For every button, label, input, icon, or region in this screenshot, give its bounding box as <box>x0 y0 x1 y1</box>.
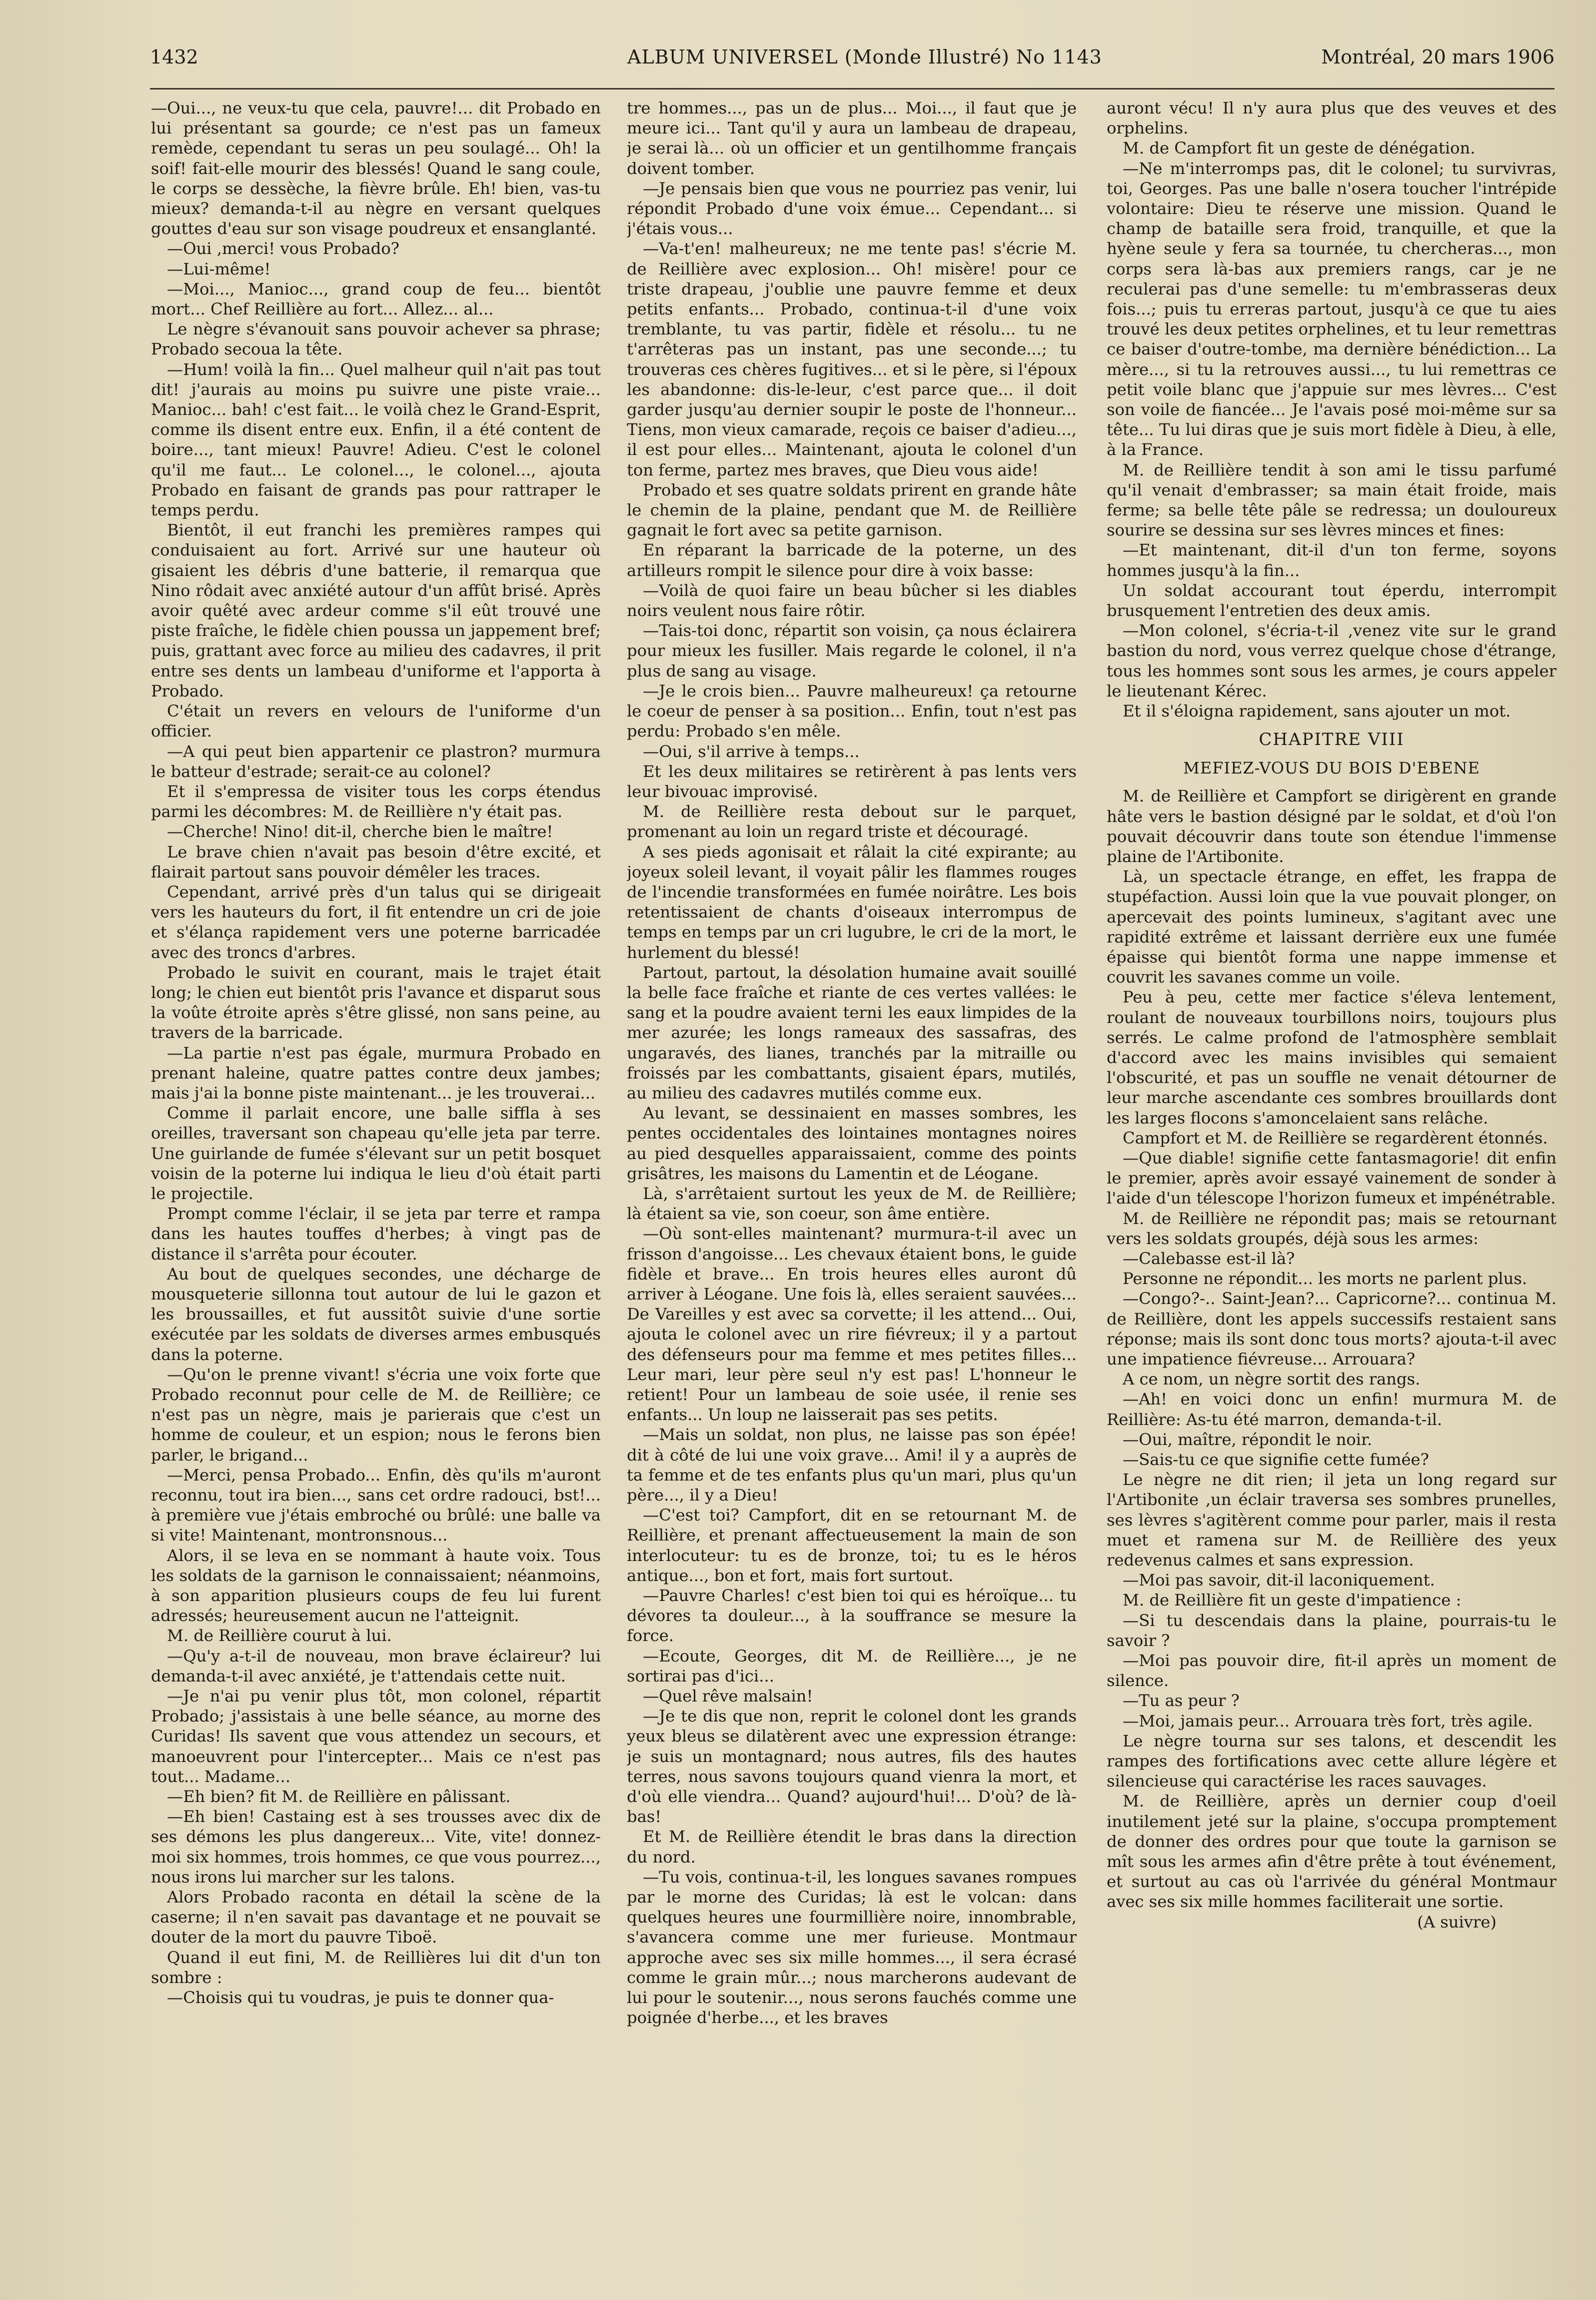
paragraph: —Merci, pensa Probado... Enfin, dès qu'ils m'auront reconnu, tout ira bien..., sans cet ordre radouci, bst!... à première vue j'étais embroché ou brûlé: une balle va si vite! Maintenant, montronsnous... <box>151 1465 601 1545</box>
text-column-2 <box>627 98 1077 2263</box>
paragraph: M. de Reillière resta debout sur le parquet, promenant au loin un regard triste et découragé. <box>627 802 1077 842</box>
chapter-subtitle: MEFIEZ-VOUS DU BOIS D'EBENE <box>1183 758 1480 778</box>
paragraph: Le brave chien n'avait pas besoin d'être excité, et flairait partout sans pouvoir démêler les traces. <box>151 842 601 882</box>
paragraph: —C'est toi? Campfort, dit en se retournant M. de Reillière, et prenant affectueusement la main de son interlocuteur: tu es de bronze, toi; tu es le héros antique..., bon et fort, mais fort surtout. <box>627 1506 1077 1585</box>
paragraph: Campfort et M. de Reillière se regardèrent étonnés. <box>1123 1128 1548 1148</box>
paragraph: —Tu vois, continua-t-il, les longues savanes rompues par le morne des Curidas; là est le volcan: dans quelques heures une fourmillière noire, innombrable, s'avancera comme une mer furieuse. Montmaur approche avec ses six mille hommes..., il sera écrasé comme le grain mûr...; nous marcherons audevant de lui pour le soutenir..., nous serons fauchés comme une poignée d'herbe..., et les braves <box>627 1867 1077 2028</box>
paragraph: Alors, il se leva en se nommant à haute voix. Tous les soldats de la garnison le connaissaient; néanmoins, à son apparition plusieurs coups de feu lui furent adressés; heureusement aucun ne l'atteignit. <box>151 1546 601 1626</box>
paragraph: Personne ne répondit... les morts ne parlent plus. <box>1123 1269 1528 1288</box>
paragraph: —Oui, maître, répondit le noir. <box>1123 1430 1373 1449</box>
paragraph: —Hum! voilà la fin... Quel malheur quil n'ait pas tout dit! j'aurais au moins pu suivre une piste vraie... Manioc... bah! c'est fait... le voilà chez le Grand-Esprit, comme ils disent entre eux. Enfin, il a été content de boire..., tant mieux! Pauvre! Adieu. C'est le colonel qu'il me faut... Le colonel..., le colonel..., ajouta Probado en faisant de grands pas pour rattraper le temps perdu. <box>151 360 601 520</box>
paragraph: Probado le suivit en courant, mais le trajet était long; le chien eut bientôt pris l'avance et disparut sous la voûte étroite après s'être glissé, non sans peine, au travers de la barricade. <box>151 962 601 1042</box>
paragraph: Et les deux militaires se retirèrent à pas lents vers leur bivouac improvisé. <box>627 762 1077 801</box>
paragraph: tre hommes..., pas un de plus... Moi..., il faut que je meure ici... Tant qu'il y aura un lambeau de drapeau, je serai là... où un officier et un gentilhomme français doivent tomber. <box>627 98 1077 178</box>
paragraph: —Ecoute, Georges, dit M. de Reillière..., je ne sortirai pas d'ici... <box>627 1646 1077 1686</box>
paragraph: —Je n'ai pu venir plus tôt, mon colonel, répartit Probado; j'assistais à une belle séance, au morne des Curidas! Ils savent que vous attendez un secours, et manoeuvrent pour l'intercepter... Mais ce n'est pas tout... Madame... <box>151 1686 601 1786</box>
paragraph: Là, un spectacle étrange, en effet, les frappa de stupéfaction. Aussi loin que la vue pouvait plonger, on apercevait des points lumineux, s'agitant avec une rapidité extrême et laissant derrière eux une fumée épaisse qui bientôt forma une nappe immense et couvrit les savanes comme un voile. <box>1107 867 1557 987</box>
paragraph: —Moi..., Manioc..., grand coup de feu... bientôt mort... Chef Reillière au fort... Allez... al... <box>151 279 601 319</box>
text-column-3 <box>1107 98 1557 2263</box>
paragraph: Et M. de Reillière étendit le bras dans la direction du nord. <box>627 1827 1077 1866</box>
paragraph: A ses pieds agonisait et râlait la cité expirante; au joyeux soleil levant, il voyait pâlir les flammes rouges de l'incendie transformées en fumée noirâtre. Les bois retentissaient de chants d'oiseaux interrompus de temps en temps par un cri lugubre, le cri de la mort, le hurlement du blessé! <box>627 842 1077 962</box>
paragraph: auront vécu! Il n'y aura plus que des veuves et des orphelins. <box>1107 98 1557 138</box>
paragraph: —Tu as peur ? <box>1123 1691 1240 1710</box>
paragraph: Comme il parlait encore, une balle siffla à ses oreilles, traversant son chapeau qu'elle jeta par terre. Une guirlande de fumée s'élevant sur un petit bosquet voisin de la poterne lui indiqua le lieu d'où était parti le projectile. <box>151 1104 601 1203</box>
paragraph: —Oui, s'il arrive à temps... <box>643 742 860 761</box>
paragraph: Et il s'empressa de visiter tous les corps étendus parmi les décombres: M. de Reillière n'y était pas. <box>151 782 601 822</box>
paragraph: M. de Reillière tendit à son ami le tissu parfumé qu'il venait d'embrasser; sa main était froide, mais ferme; sa belle tête pâle se redressa; un douloureux sourire se dessina sur ses lèvres minces et fines: <box>1107 460 1557 540</box>
paragraph: A ce nom, un nègre sortit des rangs. <box>1123 1370 1421 1389</box>
paragraph: Et il s'éloigna rapidement, sans ajouter un mot. <box>1123 702 1511 721</box>
paragraph: Quand il eut fini, M. de Reillières lui dit d'un ton sombre : <box>151 1948 601 1987</box>
paragraph: —Congo?-.. Saint-Jean?... Capricorne?... continua M. de Reillière, dont les appels successifs restaient sans réponse; mais ils sont donc tous morts? ajouta-t-il avec une impatience fiévreuse... Arrouara? <box>1107 1289 1557 1368</box>
paragraph: M. de Reillière, après un dernier coup d'oeil inutilement jeté sur la plaine, s'occupa promptement de donner des ordres pour que toute la garnison se mît sous les armes afin d'être prête à tout événement, et surtout au cas où l'arrivée du général Montmaur avec ses six mille hommes faciliterait une sortie. <box>1107 1792 1557 1912</box>
paragraph: —Eh bien? fit M. de Reillière en pâlissant. <box>167 1787 511 1806</box>
paragraph: Probado et ses quatre soldats prirent en grande hâte le chemin de la plaine, pendant que M. de Reillière gagnait le fort avec sa petite garnison. <box>627 480 1077 540</box>
header-rule <box>150 88 1555 90</box>
paragraph: —A qui peut bien appartenir ce plastron? murmura le batteur d'estrade; serait-ce au colonel? <box>151 742 601 781</box>
paragraph: —Je le crois bien... Pauvre malheureux! ça retourne le coeur de penser à sa position... Enfin, tout n'est pas perdu: Probado s'en mêle. <box>627 681 1077 741</box>
paragraph: M. de Reillière et Campfort se dirigèrent en grande hâte vers le bastion désigné par le soldat, et d'où l'on pouvait découvrir dans toute son étendue l'immense plaine de l'Artibonite. <box>1107 786 1557 866</box>
paragraph: —Moi pas pouvoir dire, fit-il après un moment de silence. <box>1107 1651 1557 1690</box>
paragraph: Peu à peu, cette mer factice s'éleva lentement, roulant de nouveaux tourbillons noirs, toujours plus serrés. Le calme profond de l'atmosphère semblait d'accord avec les mains invisibles qui semaient l'obscurité, et pas un souffle ne venait détourner de leur marche ascendante ces sombres brouillards dont les larges flocons s'amoncelaient sans relâche. <box>1107 988 1557 1128</box>
paragraph: M. de Reillière ne répondit pas; mais se retournant vers les soldats groupés, déjà sous les armes: <box>1107 1208 1557 1248</box>
paragraph: —Choisis qui tu voudras, je puis te donner qua- <box>167 1988 554 2008</box>
paragraph: Partout, partout, la désolation humaine avait souillé la belle face fraîche et riante de ces vertes vallées: le sang et la poudre avaient terni les eaux limpides de la mer azurée; les longs rameaux des sassafras, des ungaravés, des lianes, tranchés par la mitraille ou froissés par les combattants, gisaient épars, mutilés, au milieu des cadavres mutilés comme eux. <box>627 962 1077 1102</box>
paragraph: —Eh bien! Castaing est à ses trousses avec dix de ses démons les plus dangereux... Vite, vite! donnez-moi six hommes, trois hommes, ce que vous pourrez..., nous irons lui marcher sur les talons. <box>151 1807 601 1886</box>
paragraph: M. de Campfort fit un geste de dénégation. <box>1123 138 1476 158</box>
to-be-continued: (A suivre) <box>1417 1912 1497 1932</box>
paragraph: Alors Probado raconta en détail la scène de la caserne; il n'en savait pas davantage et ne pouvait se douter de la mort du pauvre Tiboë. <box>151 1888 601 1947</box>
page-number: 1432 <box>150 46 198 68</box>
paragraph: —Ah! en voici donc un enfin! murmura M. de Reillière: As-tu été marron, demanda-t-il. <box>1107 1390 1557 1429</box>
paragraph: —Lui-même! <box>167 259 271 278</box>
paragraph: —Calebasse est-il là? <box>1123 1248 1295 1268</box>
paragraph: En réparant la barricade de la poterne, un des artilleurs rompit le silence pour dire à voix basse: <box>627 540 1077 580</box>
publication-title: ALBUM UNIVERSEL (Monde Illustré) No 1143 <box>627 46 1102 68</box>
paragraph: Cependant, arrivé près d'un talus qui se dirigeait vers les hauteurs du fort, il fit entendre un cri de joie et s'élança rapidement vers une poterne barricadée avec des troncs d'arbres. <box>151 882 601 962</box>
paragraph: —Que diable! signifie cette fantasmagorie! dit enfin le premier, après avoir essayé vainement de sonder à l'aide d'un télescope l'horizon fumeux et impénétrable. <box>1107 1148 1557 1208</box>
paragraph: —Je te dis que non, reprit le colonel dont les grands yeux bleus se dilatèrent avec une expression étrange: je suis un montagnard; nous autres, fils des hautes terres, nous savons toujours quand vienra la mort, et d'où elle viendra... Quand? aujourd'hui!... D'où? de là-bas! <box>627 1706 1077 1826</box>
paragraph: Le nègre tourna sur ses talons, et descendit les rampes des fortifications avec cette allure légère et silencieuse qui caractérise les races sauvages. <box>1107 1731 1557 1791</box>
paragraph: —Si tu descendais dans la plaine, pourrais-tu le savoir ? <box>1107 1610 1557 1650</box>
text-column-1 <box>151 98 601 2263</box>
paragraph: —Je pensais bien que vous ne pourriez pas venir, lui répondit Probado d'une voix émue... Cependant... si j'étais vous... <box>627 178 1077 238</box>
paragraph: —Moi pas savoir, dit-il laconiquement. <box>1123 1570 1435 1590</box>
paragraph: —Mon colonel, s'écria-t-il ,venez vite sur le grand bastion du nord, vous verrez quelque chose d'étrange, tous les hommes sont sous les armes, je cours appeler le lieutenant Kérec. <box>1107 621 1557 700</box>
paragraph: C'était un revers en velours de l'uniforme d'un officier. <box>151 702 601 741</box>
paragraph: Le nègre s'évanouit sans pouvoir achever sa phrase; Probado secoua la tête. <box>151 320 601 359</box>
paragraph: —La partie n'est pas égale, murmura Probado en prenant haleine, quatre pattes contre deux jambes; mais j'ai la bonne piste maintenant... je les trouverai... <box>151 1043 601 1102</box>
page-header <box>150 46 1555 81</box>
paragraph: —Mais un soldat, non plus, ne laisse pas son épée! dit à côté de lui une voix grave... Ami! il y a auprès de ta femme et de tes enfants plus qu'un mari, plus qu'un père..., il y a Dieu! <box>627 1425 1077 1505</box>
paragraph: —Ne m'interromps pas, dit le colonel; tu survivras, toi, Georges. Pas une balle n'osera toucher l'intrépide volontaire: Dieu te réserve une mission. Quand le champ de bataille sera froid, tranquille, et que la hyène seule y fera sa tournée, tu chercheras..., mon corps sera là-bas aux premiers rangs, car je ne reculerai pas d'une semelle: tu m'embrasseras deux fois...; puis tu erreras partout, jusqu'à ce que tu aies trouvé les deux petites orphelines, et tu leur remettras ce baiser d'outre-tombe, ma dernière bénédiction... La mère..., si tu la retrouves aussi..., tu lui remettras ce petit voile blanc que j'appuie sur mes lèvres... C'est son voile de fiancée... Je l'avais posé moi-même sur sa tête... Tu lui diras que je suis mort fidèle à Dieu, à elle, à la France. <box>1107 158 1557 460</box>
paragraph: Au levant, se dessinaient en masses sombres, les pentes occidentales des lointaines montagnes noires au pied desquelles apparaissaient, comme des points grisâtres, les maisons du Lamentin et de Léogane. <box>627 1104 1077 1183</box>
chapter-heading: CHAPITRE VIII <box>1259 730 1405 750</box>
issue-date: Montréal, 20 mars 1906 <box>1321 46 1555 68</box>
paragraph: —Cherche! Nino! dit-il, cherche bien le maître! <box>167 822 553 842</box>
paragraph: —Va-t'en! malheureux; ne me tente pas! s'écrie M. de Reillière avec explosion... Oh! misère! pour ce triste drapeau, j'oublie une pauvre femme et deux petits enfants... Probado, continua-t-il d'une voix tremblante, tu vas partir, fidèle et résolu... tu ne t'arrêteras pas un instant, pas une seconde...; tu trouveras ces chères fugitives... et si le père, si l'époux les abandonne: dis-le-leur, c'est parce que... il doit garder jusqu'au dernier soupir le poste de l'honneur... Tiens, mon vieux camarade, reçois ce baiser d'adieu..., il est pour elles... Maintenant, ajouta le colonel d'un ton ferme, partez mes braves, que Dieu vous aide! <box>627 239 1077 480</box>
paragraph: —Où sont-elles maintenant? murmura-t-il avec un frisson d'angoisse... Les chevaux étaient bons, le guide fidèle et brave... En trois heures elles auront dû arriver à Léogane. Une fois là, elles seraient sauvées... De Vareilles y est avec sa corvette; il les attend... Oui, ajouta le colonel avec un rire fiévreux; il y a partout des défenseurs pour ma femme et mes petites filles... Leur mari, leur père seul n'y est pas! L'honneur le retient! Pour un lambeau de soie usée, il renie ses enfants... Un loup ne laisserait pas ses petits. <box>627 1224 1077 1424</box>
paragraph: —Tais-toi donc, répartit son voisin, ça nous éclairera pour mieux les fusiller. Mais regarde le colonel, il n'a plus de sang au visage. <box>627 621 1077 680</box>
paragraph: —Qu'y a-t-il de nouveau, mon brave éclaireur? lui demanda-t-il avec anxiété, je t'attendais cette nuit. <box>151 1646 601 1686</box>
paragraph: Au bout de quelques secondes, une décharge de mousqueterie sillonna tout autour de lui le gazon et les broussailles, et fut aussitôt suivie d'une sortie exécutée par les soldats de diverses armes embusqués dans la poterne. <box>151 1264 601 1364</box>
paragraph: —Et maintenant, dit-il d'un ton ferme, soyons hommes jusqu'à la fin... <box>1107 540 1557 580</box>
paragraph: Un soldat accourant tout éperdu, interrompit brusquement l'entretien des deux amis. <box>1107 580 1557 620</box>
paragraph: Bientôt, il eut franchi les premières rampes qui conduisaient au fort. Arrivé sur une hauteur où gisaient les débris d'une batterie, il remarqua que Nino rôdait avec anxiété autour d'un affût brisé. Après avoir quêté avec ardeur comme s'il eût trouvé une piste fraîche, le fidèle chien poussa un jappement bref; puis, grattant avec force au milieu des cadavres, il prit entre ses dents un lambeau d'uniforme et l'apporta à Probado. <box>151 520 601 700</box>
paragraph: —Qu'on le prenne vivant! s'écria une voix forte que Probado reconnut pour celle de M. de Reillière; ce n'est pas un nègre, mais je parierais que c'est un homme de couleur, et un espion; nous le ferons bien parler, le brigand... <box>151 1364 601 1464</box>
paragraph: —Sais-tu ce que signifie cette fumée? <box>1123 1450 1429 1469</box>
paragraph: M. de Reillière courut à lui. <box>167 1626 392 1646</box>
paragraph: —Voilà de quoi faire un beau bûcher si les diables noirs veulent nous faire rôtir. <box>627 580 1077 620</box>
paragraph: Prompt comme l'éclair, il se jeta par terre et rampa dans les hautes touffes d'herbes; à vingt pas de distance il s'arrêta pour écouter. <box>151 1204 601 1264</box>
paragraph: —Moi, jamais peur... Arrouara très fort, très agile. <box>1123 1711 1533 1730</box>
paragraph: —Pauvre Charles! c'est bien toi qui es héroïque... tu dévores ta douleur..., à la souffrance se mesure la force. <box>627 1586 1077 1646</box>
paragraph: Là, s'arrêtaient surtout les yeux de M. de Reillière; là étaient sa vie, son coeur, son âme entière. <box>627 1184 1077 1224</box>
paragraph: —Oui ,merci! vous Probado? <box>167 239 400 258</box>
paragraph: Le nègre ne dit rien; il jeta un long regard sur l'Artibonite ,un éclair traversa ses sombres prunelles, ses lèvres s'agitèrent comme pour parler, mais il resta muet et ramena sur M. de Reillière des yeux redevenus calmes et sans expression. <box>1107 1470 1557 1570</box>
paragraph: M. de Reillière fit un geste d'impatience : <box>1123 1590 1462 1610</box>
paragraph: —Oui..., ne veux-tu que cela, pauvre!... dit Probado en lui présentant sa gourde; ce n'est pas un fameux remède, cependant tu seras un peu soulagé... Oh! la soif! fait-elle mourir des blessés! Quand le sang coule, le corps se dessèche, la fièvre brûle. Eh! bien, vas-tu mieux? demanda-t-il au nègre en versant quelques gouttes d'eau sur son visage poudreux et ensanglanté. <box>151 98 601 238</box>
paragraph: —Quel rêve malsain! <box>643 1686 813 1706</box>
